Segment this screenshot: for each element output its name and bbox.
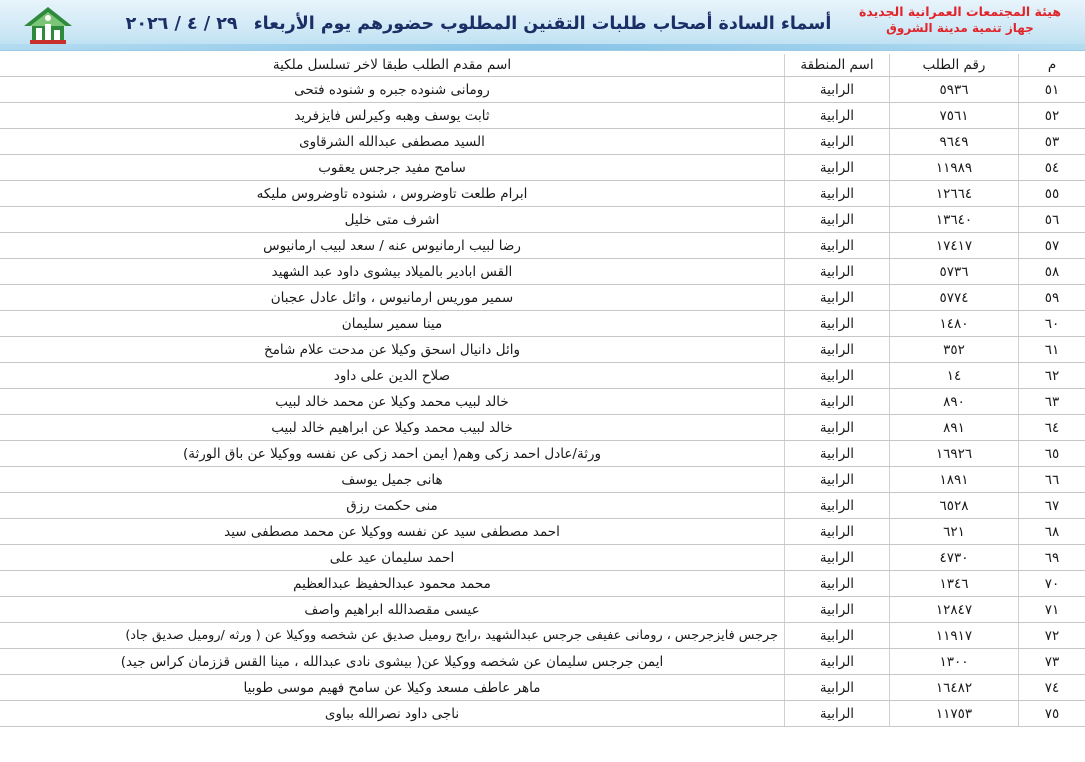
cell-num: ٦٨	[1019, 519, 1085, 545]
table-row	[0, 207, 1085, 233]
cell-name: رضا لبيب ارمانيوس عنه / سعد لبيب ارمانيوس	[0, 233, 785, 259]
cell-request: ٦٢١	[890, 519, 1019, 545]
cell-request: ١٤٨٠	[890, 311, 1019, 337]
cell-area: الرابية	[785, 545, 890, 571]
cell-area: الرابية	[785, 77, 890, 103]
cell-num: ٦٠	[1019, 311, 1085, 337]
cell-area: الرابية	[785, 597, 890, 623]
cell-num: ٥٥	[1019, 181, 1085, 207]
cell-request: ١٣٠٠	[890, 649, 1019, 675]
table-row	[0, 259, 1085, 285]
cell-request: ٧٥٦١	[890, 103, 1019, 129]
cell-name: صلاح الدين على داود	[0, 363, 785, 389]
cell-area: الرابية	[785, 675, 890, 701]
table-row	[0, 467, 1085, 493]
cell-num: ٧٤	[1019, 675, 1085, 701]
table-row	[0, 129, 1085, 155]
column-header-request: رقم الطلب	[890, 54, 1019, 77]
column-header-num: م	[1019, 54, 1085, 77]
cell-area: الرابية	[785, 389, 890, 415]
cell-num: ٥٨	[1019, 259, 1085, 285]
cell-name: القس ابادير بالميلاد بيشوى داود عبد الشهيد	[0, 259, 785, 285]
table-row	[0, 181, 1085, 207]
cell-name: ابرام طلعت تاوضروس ، شنوده تاوضروس مليكه	[0, 181, 785, 207]
cell-request: ١٣٦٤٠	[890, 207, 1019, 233]
cell-request: ٩٦٤٩	[890, 129, 1019, 155]
cell-num: ٥٣	[1019, 129, 1085, 155]
cell-area: الرابية	[785, 701, 890, 727]
cell-request: ١٦٩٢٦	[890, 441, 1019, 467]
cell-num: ٧٠	[1019, 571, 1085, 597]
cell-num: ٦١	[1019, 337, 1085, 363]
table-row	[0, 493, 1085, 519]
table-row	[0, 77, 1085, 103]
table-row	[0, 103, 1085, 129]
table-row	[0, 649, 1085, 675]
cell-num: ٧٣	[1019, 649, 1085, 675]
cell-area: الرابية	[785, 233, 890, 259]
cell-request: ١١٩١٧	[890, 623, 1019, 649]
page-title	[120, 9, 837, 39]
table-row	[0, 285, 1085, 311]
table-row	[0, 337, 1085, 363]
cell-num: ٥٤	[1019, 155, 1085, 181]
cell-num: ٥٦	[1019, 207, 1085, 233]
cell-num: ٦٥	[1019, 441, 1085, 467]
cell-name: اشرف متى خليل	[0, 207, 785, 233]
table-row	[0, 441, 1085, 467]
cell-num: ٦٦	[1019, 467, 1085, 493]
table-header-row	[0, 54, 1085, 77]
cell-request: ١٣٤٦	[890, 571, 1019, 597]
cell-name: خالد لبيب محمد وكيلا عن محمد خالد لبيب	[0, 389, 785, 415]
cell-name: وائل دانيال اسحق وكيلا عن مدحت علام شامخ	[0, 337, 785, 363]
organization-name	[845, 4, 1075, 36]
table-row	[0, 571, 1085, 597]
table-row	[0, 597, 1085, 623]
cell-name: سمير موريس ارمانيوس ، وائل عادل عجبان	[0, 285, 785, 311]
cell-request: ١١٩٨٩	[890, 155, 1019, 181]
cell-name: جرجس فايزجرجس ، رومانى عفيفى جرجس عبدالشهيد ،رابح روميل صديق عن شخصه ووكيلا عن ( ورثه /روميل صديق جاد)	[0, 623, 785, 649]
title-text: أسماء السادة أصحاب طلبات التقنين المطلوب حضورهم يوم الأربعاء	[253, 14, 832, 34]
cell-name: مينا سمير سليمان	[0, 311, 785, 337]
cell-name: محمد محمود عبدالحفيظ عبدالعظيم	[0, 571, 785, 597]
cell-num: ٥٧	[1019, 233, 1085, 259]
org-line-2: جهاز تنمية مدينة الشروق	[886, 21, 1034, 35]
cell-area: الرابية	[785, 103, 890, 129]
cell-area: الرابية	[785, 129, 890, 155]
cell-name: خالد لبيب محمد وكيلا عن ابراهيم خالد لبيب	[0, 415, 785, 441]
cell-name: ثابت يوسف وهبه وكيرلس فايزفريد	[0, 103, 785, 129]
cell-area: الرابية	[785, 259, 890, 285]
cell-name: ايمن جرجس سليمان عن شخصه ووكيلا عن( بيشوى نادى عبدالله ، مينا القس قززمان كراس جيد)	[0, 649, 785, 675]
cell-name: رومانى شنوده جبره و شنوده فتحى	[0, 77, 785, 103]
cell-request: ١٢٦٦٤	[890, 181, 1019, 207]
cell-num: ٦٩	[1019, 545, 1085, 571]
cell-num: ٥٢	[1019, 103, 1085, 129]
cell-request: ٥٧٧٤	[890, 285, 1019, 311]
table-row	[0, 415, 1085, 441]
table-row	[0, 675, 1085, 701]
table-row	[0, 389, 1085, 415]
cell-area: الرابية	[785, 623, 890, 649]
cell-name: السيد مصطفى عبدالله الشرقاوى	[0, 129, 785, 155]
cell-area: الرابية	[785, 337, 890, 363]
title-date: ٢٩ / ٤ / ٢٠٢٦	[125, 14, 238, 34]
cell-request: ٣٥٢	[890, 337, 1019, 363]
cell-area: الرابية	[785, 519, 890, 545]
table-row	[0, 623, 1085, 649]
cell-area: الرابية	[785, 571, 890, 597]
cell-area: الرابية	[785, 649, 890, 675]
cell-area: الرابية	[785, 207, 890, 233]
cell-num: ٦٣	[1019, 389, 1085, 415]
cell-name: سامح مفيد جرجس يعقوب	[0, 155, 785, 181]
org-line-1: هيئة المجتمعات العمرانية الجديدة	[858, 4, 1062, 19]
cell-area: الرابية	[785, 285, 890, 311]
cell-name: ناجى داود نصرالله بباوى	[0, 701, 785, 727]
cell-request: ٨٩٠	[890, 389, 1019, 415]
column-header-name: اسم مقدم الطلب طبقا لاخر تسلسل ملكية	[0, 54, 785, 77]
cell-name: احمد سليمان عيد على	[0, 545, 785, 571]
cell-name: ماهر عاطف مسعد وكيلا عن سامح فهيم موسى طوبيا	[0, 675, 785, 701]
cell-area: الرابية	[785, 181, 890, 207]
cell-request: ٦٥٢٨	[890, 493, 1019, 519]
cell-request: ١٢٨٤٧	[890, 597, 1019, 623]
cell-num: ٥١	[1019, 77, 1085, 103]
cell-request: ٨٩١	[890, 415, 1019, 441]
table-row	[0, 311, 1085, 337]
cell-area: الرابية	[785, 441, 890, 467]
applicants-table	[0, 54, 1085, 727]
city-logo-icon	[20, 4, 76, 46]
cell-num: ٦٤	[1019, 415, 1085, 441]
cell-num: ٦٧	[1019, 493, 1085, 519]
cell-request: ١٧٤١٧	[890, 233, 1019, 259]
table-body	[0, 77, 1085, 727]
cell-num: ٧٢	[1019, 623, 1085, 649]
cell-request: ١٤	[890, 363, 1019, 389]
cell-area: الرابية	[785, 155, 890, 181]
cell-area: الرابية	[785, 493, 890, 519]
cell-num: ٦٢	[1019, 363, 1085, 389]
cell-num: ٥٩	[1019, 285, 1085, 311]
column-header-area: اسم المنطقة	[785, 54, 890, 77]
cell-request: ١٦٤٨٢	[890, 675, 1019, 701]
cell-area: الرابية	[785, 467, 890, 493]
cell-name: عيسى مقصدالله ابراهيم واصف	[0, 597, 785, 623]
table-row	[0, 701, 1085, 727]
cell-name: ورثة/عادل احمد زكى وهم( ايمن احمد زكى عن نفسه ووكيلا عن باق الورثة)	[0, 441, 785, 467]
table-row	[0, 233, 1085, 259]
cell-area: الرابية	[785, 311, 890, 337]
cell-num: ٧٥	[1019, 701, 1085, 727]
cell-request: ٤٧٣٠	[890, 545, 1019, 571]
cell-name: منى حكمت رزق	[0, 493, 785, 519]
cell-num: ٧١	[1019, 597, 1085, 623]
table-row	[0, 363, 1085, 389]
cell-request: ٥٩٣٦	[890, 77, 1019, 103]
cell-area: الرابية	[785, 415, 890, 441]
table-row	[0, 545, 1085, 571]
cell-name: هانى جميل يوسف	[0, 467, 785, 493]
cell-request: ٥٧٣٦	[890, 259, 1019, 285]
table-row	[0, 519, 1085, 545]
cell-area: الرابية	[785, 363, 890, 389]
cell-name: احمد مصطفى سيد عن نفسه ووكيلا عن محمد مصطفى سيد	[0, 519, 785, 545]
cell-request: ١١٧٥٣	[890, 701, 1019, 727]
cell-request: ١٨٩١	[890, 467, 1019, 493]
table-row	[0, 155, 1085, 181]
